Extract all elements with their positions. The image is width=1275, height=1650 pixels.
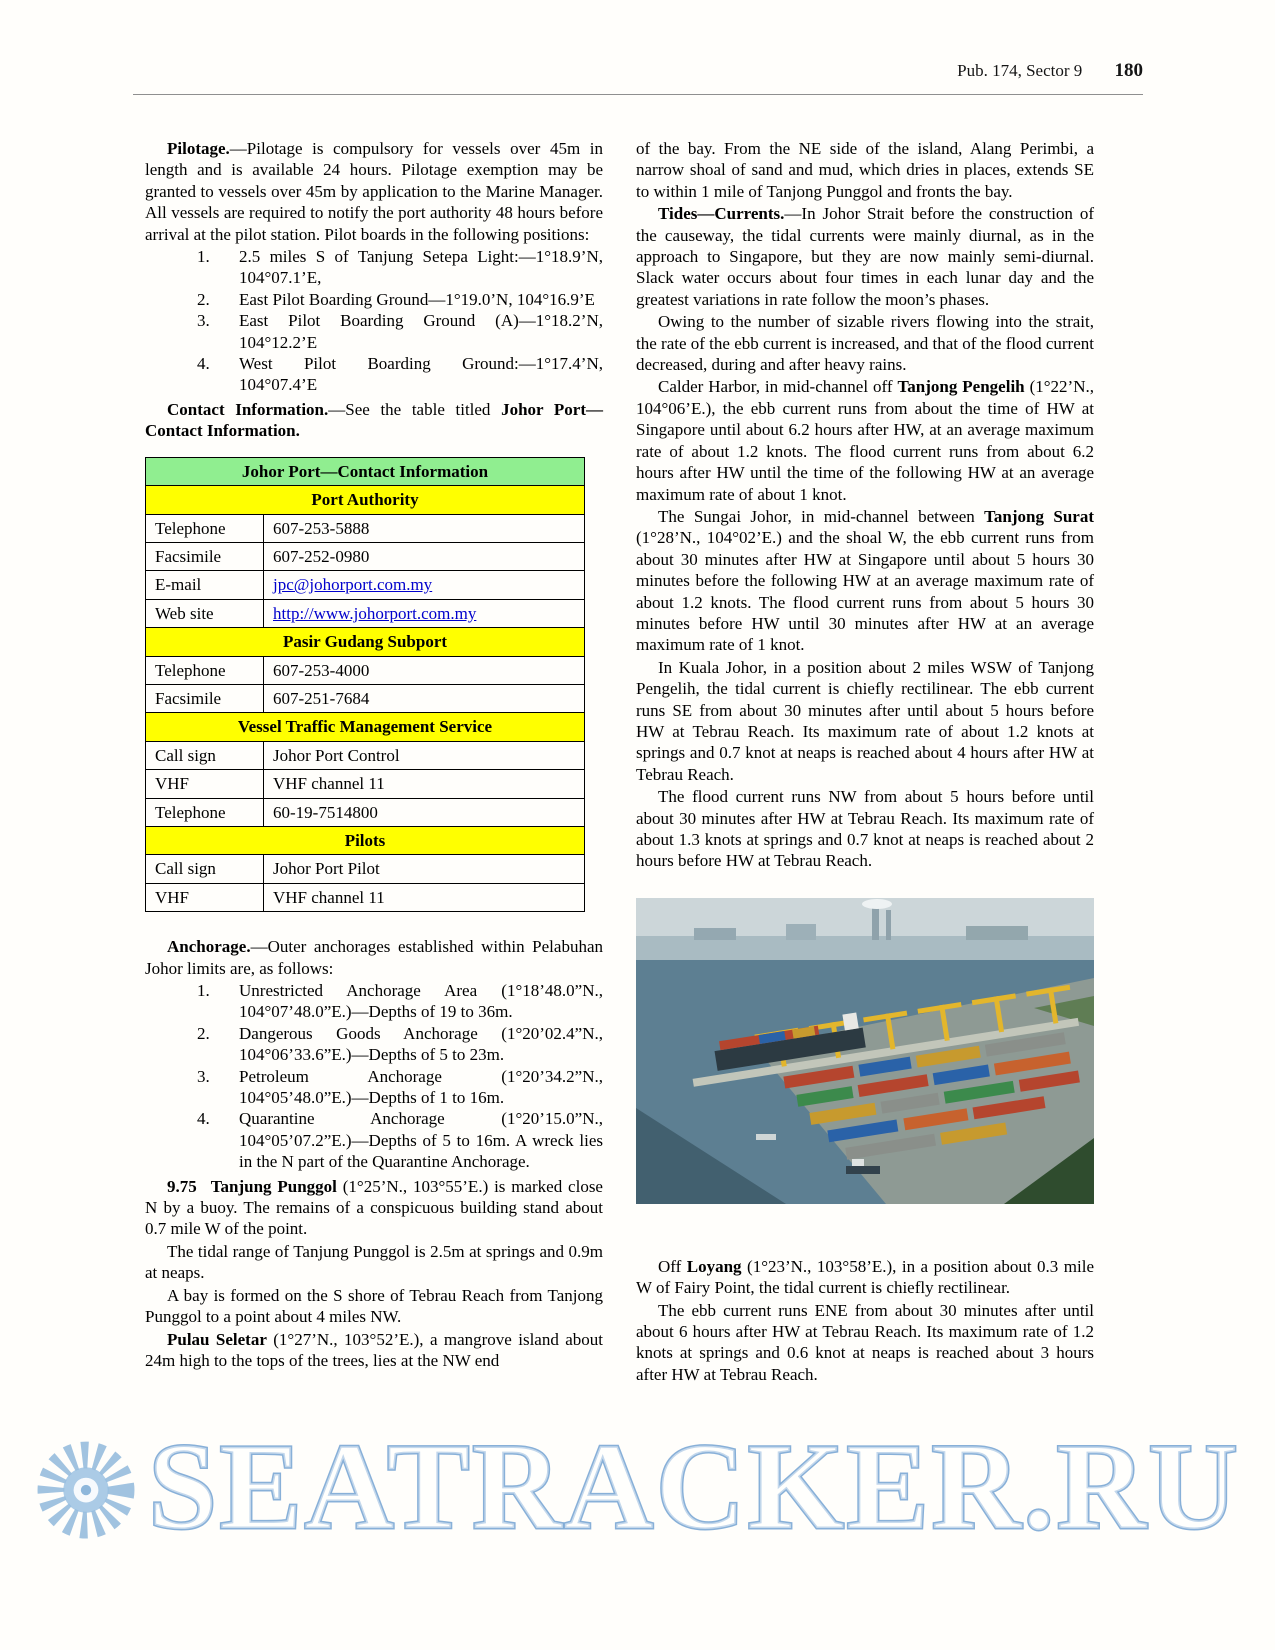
table-row bbox=[146, 883, 585, 911]
list-text: Unrestricted Anchorage Area (1°18’48.0”N., 104°07’48.0”E.)—Depths of 19 to 36m. bbox=[239, 981, 603, 1022]
list-number: 2. bbox=[197, 289, 210, 309]
table-row bbox=[146, 770, 585, 798]
paragraph-text: (1°28’N., 104°02’E.) and the shoal W, the ebb current runs from about 30 minutes after HW at Singapore until about 5 hours 30 minutes before the following HW at an average maximum rate of about 1.2 knots. The flood current runs from about 5 hours 30 minutes before HW until 30 minutes after HW at an average maximum rate of 1 knot. bbox=[636, 528, 1094, 655]
tides-text: —In Johor Strait before the construction of the causeway, the tidal currents were mainly diurnal, as in the approach to Singapore, but they are now mainly semi-diurnal. Slack water occurs about four times in each lunar day and the greatest variations in rate follow the moon’s phases. bbox=[636, 204, 1094, 309]
table-value: 607-253-5888 bbox=[264, 514, 585, 542]
place-name-tanjong-pengelih: Tanjong Pengelih bbox=[897, 377, 1025, 397]
watermark-text-svg bbox=[144, 1400, 1248, 1576]
seatracker-sun-icon bbox=[20, 1404, 152, 1572]
calder-harbor-paragraph bbox=[636, 376, 1094, 504]
table-row bbox=[146, 656, 585, 684]
table-value: 60-19-7514800 bbox=[264, 798, 585, 826]
table-section-row bbox=[146, 628, 585, 656]
section-9-75-paragraph bbox=[145, 1176, 603, 1240]
header-rule bbox=[133, 94, 1143, 95]
port-photo-illustration bbox=[636, 898, 1094, 1204]
table-label: Facsimile bbox=[146, 542, 264, 570]
publication-title: Pub. 174, Sector 9 bbox=[957, 61, 1083, 80]
anchorage-list bbox=[145, 980, 603, 1173]
list-number: 1. bbox=[197, 981, 210, 1000]
table-title: Johor Port—Contact Information bbox=[146, 457, 585, 485]
kuala-johor-paragraph: In Kuala Johor, in a position about 2 miles WSW of Tanjong Pengelih, the tidal current is chiefly rectilinear. The ebb current runs SE from about 30 minutes after until about 5 hours before HW at Tebrau Reach. Its maximum rate of about 1.2 knots at springs and 0.7 knot at neaps is reached about 4 hours after HW at Tebrau Reach. bbox=[636, 657, 1094, 784]
contact-information-paragraph bbox=[145, 399, 603, 442]
right-column bbox=[636, 138, 1094, 1386]
list-number: 3. bbox=[197, 1066, 210, 1086]
list-text: Quarantine Anchorage (1°20’15.0”N., 104°05’07.2”E.)—Depths of 5 to 16m. A wreck lies in the N part of the Quarantine Anchorage. bbox=[239, 1109, 603, 1172]
place-name-pulau-seletar: Pulau Seletar bbox=[167, 1329, 267, 1349]
table-value: 607-252-0980 bbox=[264, 542, 585, 570]
table-row bbox=[146, 542, 585, 570]
paragraph-text: (1°23’N., 103°58’E.), in a position about 0.3 mile W of Fairy Point, the tidal current is chiefly rectilinear. bbox=[636, 1256, 1094, 1298]
table-row bbox=[146, 514, 585, 542]
anchorage-paragraph bbox=[145, 936, 603, 979]
table-section-header: Pasir Gudang Subport bbox=[146, 628, 585, 656]
list-number: 3. bbox=[197, 311, 210, 331]
paragraph-text: The Sungai Johor, in mid-channel between bbox=[658, 506, 985, 526]
place-name-tanjung-punggol: Tanjung Punggol bbox=[210, 1176, 337, 1196]
contact-text: —See the table titled bbox=[328, 399, 502, 419]
sungai-johor-paragraph bbox=[636, 506, 1094, 656]
section-text: (1°25’N., 103°55’E.) is marked close N by a buoy. The remains of a conspicuous building stand about 0.7 mile W of the point. bbox=[145, 1176, 603, 1239]
table-value bbox=[264, 571, 585, 599]
place-name-loyang: Loyang bbox=[686, 1256, 742, 1276]
list-item bbox=[145, 1108, 603, 1172]
list-text: Petroleum Anchorage (1°20’34.2”N., 104°05’48.0”E.)—Depths of 1 to 16m. bbox=[239, 1066, 603, 1108]
pilotage-text: —Pilotage is compulsory for vessels over 45m in length and is available 24 hours. Pilotage exemption may be granted to vessels over 45m by application to the Marine Manager. All vessels are required to notify the port authority 48 hours before arrival at the pilot station. Pilot boards in the following positions: bbox=[145, 139, 603, 244]
page-number: 180 bbox=[1114, 60, 1143, 81]
watermark bbox=[20, 1388, 1256, 1588]
pilotage-paragraph bbox=[145, 138, 603, 245]
table-section-header: Pilots bbox=[146, 826, 585, 854]
table-section-header: Vessel Traffic Management Service bbox=[146, 713, 585, 741]
table-label: Web site bbox=[146, 599, 264, 627]
tidal-range-paragraph: The tidal range of Tanjung Punggol is 2.5m at springs and 0.9m at neaps. bbox=[145, 1241, 603, 1283]
list-number: 2. bbox=[197, 1023, 210, 1043]
bay-paragraph: A bay is formed on the S shore of Tebrau Reach from Tanjong Punggol to a point about 4 miles NW. bbox=[145, 1285, 603, 1327]
list-item bbox=[145, 1066, 603, 1109]
table-value: Johor Port Pilot bbox=[264, 855, 585, 883]
table-row bbox=[146, 741, 585, 769]
table-row bbox=[146, 684, 585, 712]
table-row bbox=[146, 855, 585, 883]
pulau-seletar-paragraph bbox=[145, 1329, 603, 1372]
list-text: East Pilot Boarding Ground (A)—1°18.2’N, 104°12.2’E bbox=[239, 311, 603, 352]
section-number: 9.75 bbox=[167, 1176, 197, 1196]
table-row bbox=[146, 571, 585, 599]
list-number: 4. bbox=[197, 1109, 210, 1129]
table-label: Telephone bbox=[146, 656, 264, 684]
table-label: Telephone bbox=[146, 798, 264, 826]
table-section-row bbox=[146, 486, 585, 514]
rivers-paragraph: Owing to the number of sizable rivers flowing into the strait, the rate of the ebb current is increased, and that of the flood current decreased, during and after heavy rains. bbox=[636, 312, 1094, 375]
table-value: VHF channel 11 bbox=[264, 770, 585, 798]
place-name-tanjong-surat: Tanjong Surat bbox=[984, 506, 1095, 526]
website-link[interactable]: http://www.johorport.com.my bbox=[273, 603, 477, 623]
ebb-current-paragraph: The ebb current runs ENE from about 30 minutes after until about 6 hours after HW at Tebrau Reach. Its maximum rate of 1.2 knots at springs and 0.6 knot at neaps is reached about 3 hours after HW at Tebrau Reach. bbox=[636, 1300, 1094, 1384]
left-column bbox=[145, 138, 603, 1386]
paragraph-text: (1°22’N., 104°06’E.), the ebb current runs from about the time of HW at Singapore until about 6.2 hours after HW, at an average maximum rate of about 1.2 knots. The flood current runs from about 6.2 hours after HW until the time of the following HW at an average maximum rate of about 1 knot. bbox=[636, 377, 1094, 504]
table-row bbox=[146, 599, 585, 627]
paragraph-text: Calder Harbor, in mid-channel off bbox=[658, 377, 898, 397]
table-label: Facsimile bbox=[146, 684, 264, 712]
tides-currents-heading: Tides—Currents. bbox=[658, 204, 785, 224]
table-value: VHF channel 11 bbox=[264, 883, 585, 911]
list-number: 4. bbox=[197, 354, 210, 374]
loyang-paragraph bbox=[636, 1256, 1094, 1299]
table-section-row bbox=[146, 826, 585, 854]
list-text: West Pilot Boarding Ground:—1°17.4’N, 104°07.4’E bbox=[239, 354, 603, 395]
list-item bbox=[145, 980, 603, 1023]
flood-current-paragraph: The flood current runs NW from about 5 hours before until about 30 minutes after HW at Tebrau Reach. Its maximum rate of about 1.3 knots at springs and 0.7 knot at neaps is reached about 2 hours before HW at Tebrau Reach. bbox=[636, 787, 1094, 871]
port-photo bbox=[636, 898, 1094, 1204]
list-item bbox=[145, 289, 603, 310]
table-section-row bbox=[146, 713, 585, 741]
anchorage-heading: Anchorage. bbox=[167, 937, 251, 957]
list-number: 1. bbox=[197, 247, 210, 267]
table-value bbox=[264, 599, 585, 627]
list-item bbox=[145, 310, 603, 353]
list-item bbox=[145, 353, 603, 396]
list-text: 2.5 miles S of Tanjung Setepa Light:—1°18.9’N, 104°07.1’E, bbox=[239, 247, 603, 288]
pulau-text: (1°27’N., 103°52’E.), a mangrove island about 24m high to the tops of the trees, lies at the NW end bbox=[145, 1329, 603, 1370]
table-value: 607-253-4000 bbox=[264, 656, 585, 684]
page-header bbox=[133, 60, 1143, 82]
table-label: Telephone bbox=[146, 514, 264, 542]
list-item bbox=[145, 1023, 603, 1066]
anchorage-text: —Outer anchorages established within Pelabuhan Johor limits are, as follows: bbox=[145, 937, 603, 978]
table-label: Call sign bbox=[146, 741, 264, 769]
list-text: East Pilot Boarding Ground—1°19.0’N, 104°16.9’E bbox=[239, 289, 595, 309]
table-value: Johor Port Control bbox=[264, 741, 585, 769]
pilot-positions-list bbox=[145, 246, 603, 396]
table-label: VHF bbox=[146, 883, 264, 911]
list-text: Dangerous Goods Anchorage (1°20’02.4”N., 104°06’33.6”E.)—Depths of 5 to 23m. bbox=[239, 1023, 603, 1065]
table-label: VHF bbox=[146, 770, 264, 798]
table-label: E-mail bbox=[146, 571, 264, 599]
table-section-header: Port Authority bbox=[146, 486, 585, 514]
table-row bbox=[146, 798, 585, 826]
contact-table-reference: Johor Port—Contact Information. bbox=[145, 399, 603, 441]
paragraph-text: Off bbox=[658, 1256, 687, 1276]
tides-currents-paragraph bbox=[636, 203, 1094, 310]
table-label: Call sign bbox=[146, 855, 264, 883]
table-title-row bbox=[146, 457, 585, 485]
email-link[interactable]: jpc@johorport.com.my bbox=[273, 575, 433, 595]
watermark-text: SEATRACKER.RU bbox=[148, 1418, 1240, 1555]
pilotage-heading: Pilotage. bbox=[167, 139, 230, 158]
content-columns bbox=[145, 138, 1094, 1386]
table-value: 607-251-7684 bbox=[264, 684, 585, 712]
continuation-paragraph: of the bay. From the NE side of the island, Alang Perimbi, a narrow shoal of sand and mud, which dries in places, extends SE to within 1 mile of Tanjong Punggol and fronts the bay. bbox=[636, 139, 1094, 201]
contact-heading: Contact Information. bbox=[167, 399, 329, 419]
list-item bbox=[145, 246, 603, 289]
contact-info-table bbox=[145, 457, 585, 913]
